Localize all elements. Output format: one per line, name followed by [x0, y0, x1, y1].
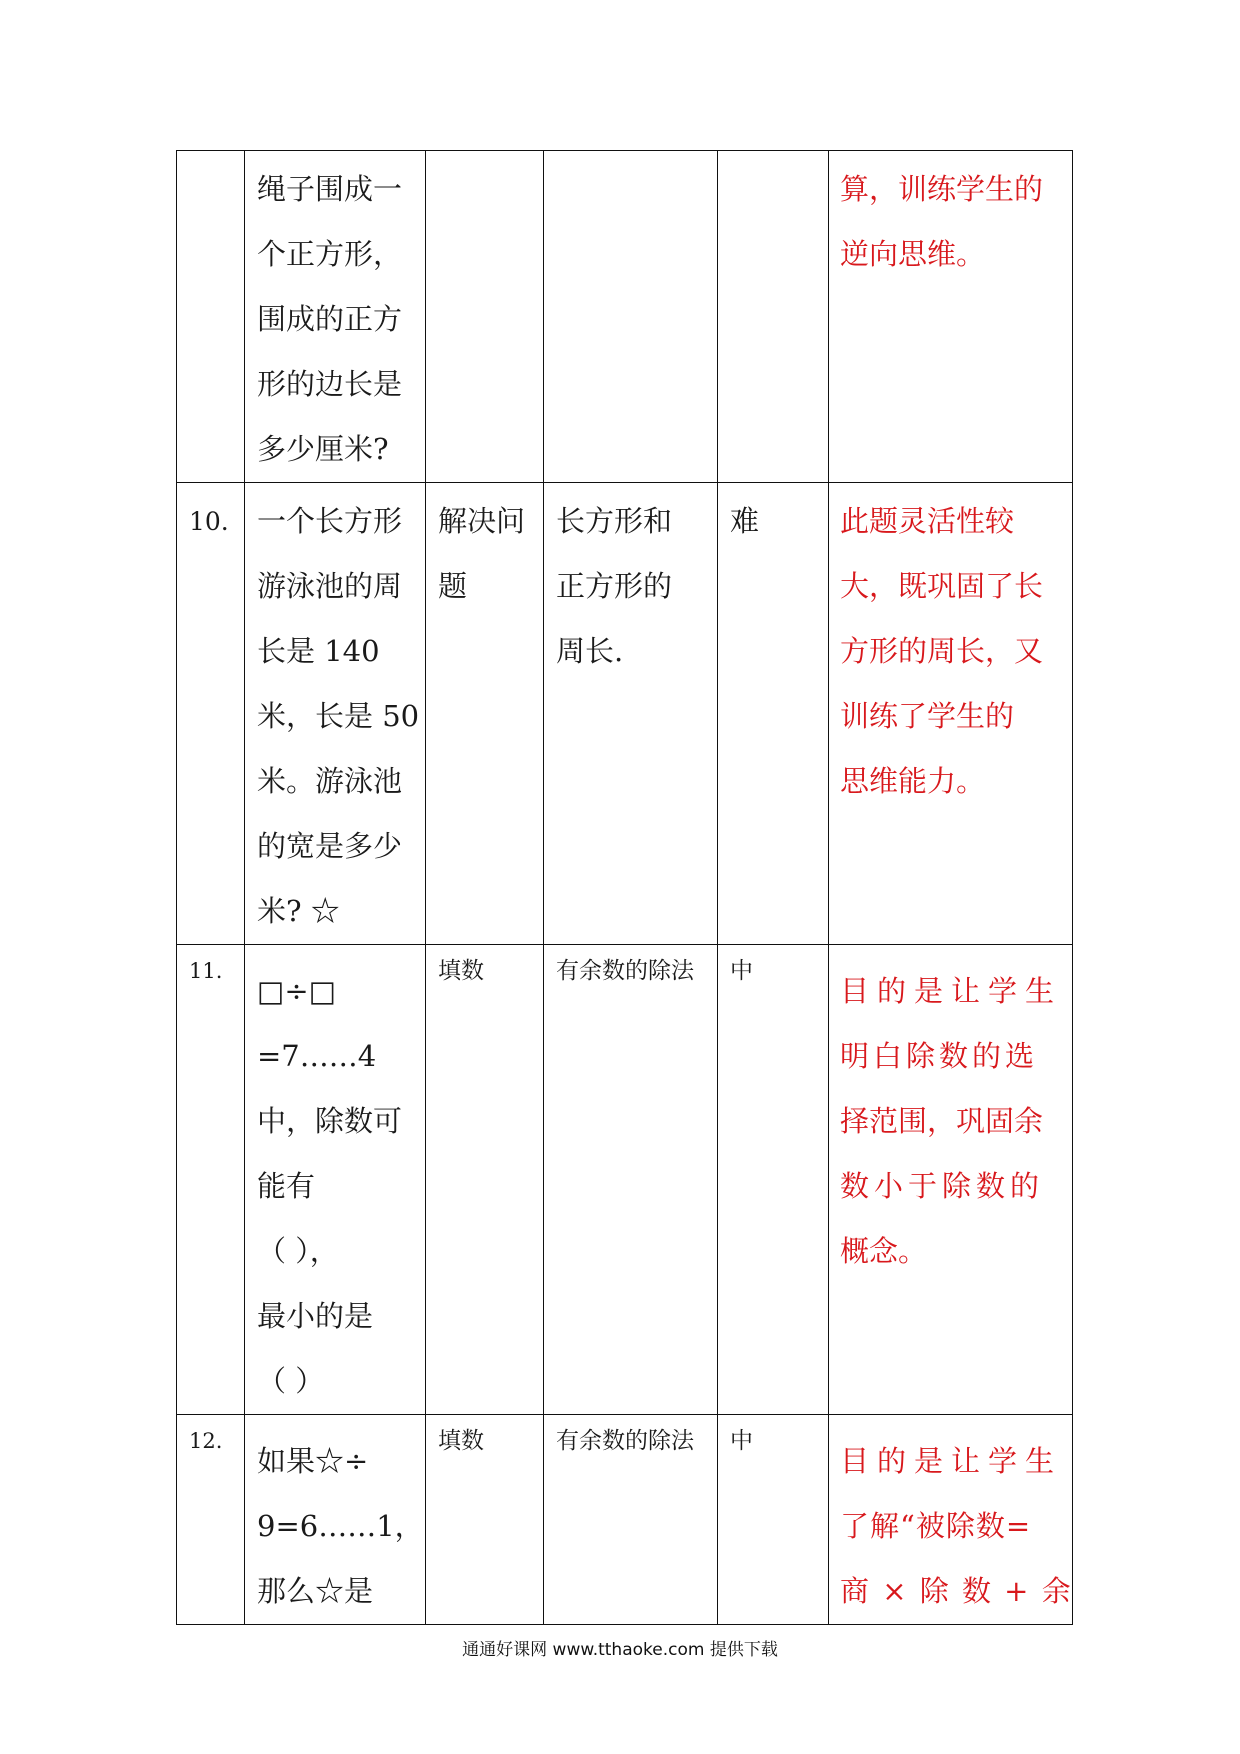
question-text	[245, 151, 426, 483]
knowledge-point: 有余数的除法	[544, 945, 718, 1415]
note-line: 目的是让学生	[840, 1444, 1063, 1478]
note-line: 逆向思维。	[840, 237, 986, 271]
question-line: 中，除数可	[257, 1104, 403, 1138]
question-line: 多少厘米?	[257, 432, 389, 466]
question-line: （ ），	[257, 1234, 339, 1268]
note-line: 概念。	[840, 1234, 928, 1268]
table-row	[177, 483, 1073, 945]
difficulty: 中	[718, 945, 829, 1415]
question-line: 长是 140	[257, 634, 380, 668]
question-type: 填数	[426, 1415, 544, 1625]
difficulty: 难	[718, 483, 829, 945]
difficulty: 中	[718, 1415, 829, 1625]
note-line: 择范围，巩固余	[840, 1104, 1044, 1138]
question-line: 围成的正方	[257, 302, 403, 336]
question-line: 9=6……1，	[257, 1509, 424, 1543]
type-line: 题	[438, 569, 468, 603]
question-line: =7……4	[257, 1039, 377, 1073]
question-line: 那么☆是	[257, 1574, 374, 1608]
table-row	[177, 945, 1073, 1415]
question-line: 游泳池的周	[257, 569, 403, 603]
note-line: 算，训练学生的	[840, 172, 1044, 206]
question-type	[426, 151, 544, 483]
question-line: 米，长是 50	[257, 699, 420, 733]
design-note	[829, 151, 1073, 483]
knowledge-point: 有余数的除法	[544, 1415, 718, 1625]
table-row	[177, 151, 1073, 483]
knowledge-line: 正方形的	[556, 569, 673, 603]
question-type	[426, 483, 544, 945]
design-note	[829, 483, 1073, 945]
question-line: 一个长方形	[257, 504, 403, 538]
note-line: 了解“被除数=	[840, 1509, 1032, 1543]
question-line: 如果☆÷	[257, 1444, 369, 1478]
question-line: 米。游泳池	[257, 764, 403, 798]
question-line: 米? ☆	[257, 894, 340, 928]
table-row	[177, 1415, 1073, 1625]
note-line: 方形的周长，又	[840, 634, 1044, 668]
question-text	[245, 1415, 426, 1625]
question-number	[177, 151, 245, 483]
note-line: 商 × 除 数 + 余	[840, 1574, 1073, 1608]
design-note	[829, 1415, 1073, 1625]
question-table	[176, 150, 1073, 1625]
difficulty	[718, 151, 829, 483]
knowledge-line: 长方形和	[556, 504, 673, 538]
question-text	[245, 483, 426, 945]
note-line: 目的是让学生	[840, 974, 1063, 1008]
note-line: 此题灵活性较	[840, 504, 1015, 538]
note-line: 数小于除数的	[840, 1169, 1045, 1203]
question-number: 10.	[177, 483, 245, 945]
knowledge-line: 周长.	[556, 634, 624, 668]
note-line: 大，既巩固了长	[840, 569, 1044, 603]
knowledge-point	[544, 151, 718, 483]
document-page	[176, 150, 1073, 1608]
question-line: 能有	[257, 1169, 316, 1203]
question-text	[245, 945, 426, 1415]
knowledge-point	[544, 483, 718, 945]
page-footer: 通通好课网 www.tthaoke.com 提供下载	[462, 1640, 778, 1660]
question-number: 11.	[177, 945, 245, 1415]
question-line: 最小的是	[257, 1299, 374, 1333]
question-line: 绳子围成一	[257, 172, 403, 206]
note-line: 明白除数的选	[840, 1039, 1039, 1073]
question-line: 个正方形，	[257, 237, 403, 271]
question-line: 的宽是多少	[257, 829, 403, 863]
question-number: 12.	[177, 1415, 245, 1625]
question-type: 填数	[426, 945, 544, 1415]
question-line: 形的边长是	[257, 367, 403, 401]
note-line: 思维能力。	[840, 764, 986, 798]
type-line: 解决问	[438, 504, 526, 538]
note-line: 训练了学生的	[840, 699, 1015, 733]
question-line: （ ）	[257, 1364, 325, 1398]
design-note	[829, 945, 1073, 1415]
question-line: □÷□	[257, 974, 337, 1008]
